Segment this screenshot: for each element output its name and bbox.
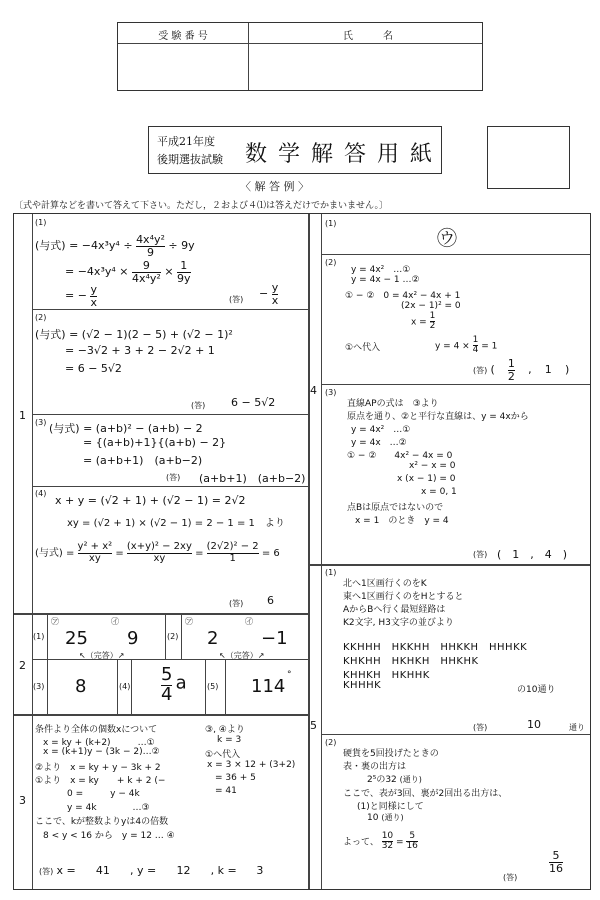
exam-number-label: 受 験 番 号 xyxy=(158,31,208,42)
frac-num: 5 xyxy=(552,849,560,862)
separator: , xyxy=(528,363,532,377)
q4p3-line4: y = 4x …② xyxy=(351,438,407,448)
frac-num: (x+y)² − 2xy xyxy=(126,541,192,552)
q3-line3: x = (k+1)y − (3k − 2)…② xyxy=(43,747,160,757)
q1p1-line3-text: = − xyxy=(65,289,87,303)
paren-open: ( xyxy=(490,363,495,377)
q2p1-answer-a[interactable]: 25 xyxy=(65,628,88,649)
frac-num: 1 xyxy=(180,259,188,272)
q4p3-line8: x = 0, 1 xyxy=(421,487,457,497)
q5p2-line1: 硬貨を5回投げたときの xyxy=(343,749,439,759)
frac-num: 10 xyxy=(381,831,394,841)
frac-num: 4x⁴y² xyxy=(136,233,165,246)
frac-den: 4x⁴y² xyxy=(131,271,161,285)
frac-den: 4 xyxy=(161,683,173,705)
q5p2-line3 xyxy=(367,772,422,785)
q5p1-answer[interactable]: 10 xyxy=(527,718,541,731)
frac-den: 9y xyxy=(177,271,191,285)
q5p1-answer-unit: 通り xyxy=(569,723,585,732)
q5-part1 xyxy=(321,566,589,734)
frac-num: 5 xyxy=(409,831,416,841)
answer-mark: (答) xyxy=(473,550,488,559)
frac-den: 2 xyxy=(507,369,515,383)
q5p1-count: の10通り xyxy=(517,685,556,695)
q2p4-var: a xyxy=(175,672,187,694)
q4-part1 xyxy=(321,216,589,254)
q4p2-line1: y = 4x² …① xyxy=(351,265,411,275)
name-label: 氏 名 xyxy=(343,31,393,42)
frac-den: 16 xyxy=(549,861,563,875)
q4-part3 xyxy=(321,386,589,562)
q5-number: 5 xyxy=(310,719,317,732)
q5p2-line7 xyxy=(343,832,418,852)
q5p1-path-row: KHHHK xyxy=(343,680,382,691)
ans-y-label: , y = xyxy=(130,864,157,877)
q1p1-line1-text: (与式) = −4x³y⁴ ÷ xyxy=(35,239,137,253)
q4p3-line3: y = 4x² …① xyxy=(351,425,411,435)
q4p2-line2: y = 4x − 1 …② xyxy=(351,275,420,285)
answer-mark: (答) xyxy=(229,295,244,304)
q3-block xyxy=(31,716,307,890)
exam-title-line1: 平成21年度 xyxy=(157,135,215,148)
part-label: (3) xyxy=(35,418,47,427)
frac-num: 1 xyxy=(507,357,515,370)
frac-num: (2√2)² − 2 xyxy=(206,541,259,552)
part-label: (3) xyxy=(325,388,337,397)
q3-line1: 条件より全体の個数xについて xyxy=(35,725,158,735)
score-box xyxy=(487,126,570,189)
q4p2-line7-tail: = 1 xyxy=(481,341,498,352)
part-label: (2) xyxy=(167,632,179,641)
q5p2-answer[interactable] xyxy=(549,850,563,874)
q5p1-path-row: KHHKH HKHHK xyxy=(343,670,430,681)
q1p2-line2: = −3√2 + 3 + 2 − 2√2 + 1 xyxy=(65,344,215,357)
q1p4-expression xyxy=(35,542,280,564)
frac-den: 1 xyxy=(207,553,259,565)
q4p2-line7 xyxy=(435,336,497,356)
ans-x-label: x = xyxy=(56,864,76,877)
q1p1-line2-text: = −4x³y⁴ × xyxy=(65,265,132,279)
equals-sign: = xyxy=(195,548,204,559)
q5p1-line3: AからBへ行く最短経路は xyxy=(343,605,446,615)
q1p4-answer[interactable]: 6 xyxy=(267,594,274,607)
q1p4-line2: xy = (√2 + 1) × (√2 − 1) = 2 − 1 = 1 より xyxy=(67,518,285,529)
answer-mark: (答) xyxy=(473,366,488,376)
answer-mark: (答) xyxy=(473,723,488,732)
q3-number: 3 xyxy=(19,794,26,807)
q1-part4 xyxy=(31,486,307,612)
q4p3-line9: 点Bは原点ではないので xyxy=(347,503,444,513)
q1p4-result: = 6 xyxy=(261,548,280,559)
frac-den: x xyxy=(90,295,97,309)
unit-label: (通り) xyxy=(399,775,422,784)
q2p2-answer-a[interactable]: 2 xyxy=(207,628,219,649)
exam-title-line2: 後期選抜試験 xyxy=(157,153,223,166)
q4p2-line5 xyxy=(411,312,435,332)
instruction: 〔式や計算などを書いて答えて下さい。ただし，２および４⑴は答えだけでかまいません。〕 xyxy=(14,201,389,211)
exam-number-box xyxy=(117,22,483,91)
q4p2-answer-y: 1 xyxy=(544,363,552,377)
answer-sign: − xyxy=(259,287,269,301)
q5p1-line2: 東へ1区画行くのをHとすると xyxy=(343,592,464,602)
q1p2-answer[interactable]: 6 − 5√2 xyxy=(231,396,276,409)
frac-den: 9 xyxy=(136,246,165,259)
paren-close: ) xyxy=(564,363,570,377)
part-label: (4) xyxy=(35,489,47,498)
q2p4-answer[interactable] xyxy=(161,666,187,705)
q4p2-line5-head: x = xyxy=(411,317,430,328)
q3-right5: = 36 + 5 xyxy=(215,773,256,783)
part-label: (3) xyxy=(33,682,45,691)
q1p4-line1: x + y = (√2 + 1) + (√2 − 1) = 2√2 xyxy=(55,494,246,507)
q5p1-path-row: KKHHH HKKHH HHKKH HHHKK xyxy=(343,642,528,653)
q3-line4: ②より x = ky + y − 3k + 2 xyxy=(35,763,161,773)
q4-part2 xyxy=(321,256,589,384)
q5p2-line6-text: 10 xyxy=(367,813,379,823)
part-label: (1) xyxy=(33,632,45,641)
q3-answer-row xyxy=(39,864,280,877)
q1-number: 1 xyxy=(19,409,26,422)
q4p3-line5: ① − ② 4x² − 4x = 0 xyxy=(347,451,453,461)
frac-num: y xyxy=(90,283,97,296)
equals-sign: = xyxy=(396,837,404,848)
answer-mark: (答) xyxy=(191,401,206,410)
degree-mark: ° xyxy=(287,670,292,680)
name-input[interactable] xyxy=(249,44,481,89)
q1p1-line3 xyxy=(65,284,97,308)
q2-block xyxy=(31,614,307,714)
frac-den: 4 xyxy=(472,345,479,356)
q3-right3: ①へ代入 xyxy=(205,750,241,760)
q1-part2 xyxy=(31,310,307,414)
q5p2-line6 xyxy=(367,812,404,823)
part-label: (4) xyxy=(119,682,131,691)
circle-label-a: ㋐ xyxy=(51,617,59,626)
answer-mark: (答) xyxy=(39,867,54,876)
part-label: (2) xyxy=(35,313,47,322)
frac-num: 9 xyxy=(142,259,150,272)
q1p1-answer[interactable] xyxy=(259,282,278,306)
q5p1-path-row: KHKHH HKHKH HHKHK xyxy=(343,656,479,667)
frac-den: 2 xyxy=(429,321,436,332)
answer-mark: (答) xyxy=(503,873,518,882)
part-label: (2) xyxy=(325,738,337,747)
q5p2-line5: (1)と同様にして xyxy=(357,802,424,812)
equals-sign: = xyxy=(115,548,124,559)
q3-right4: x = 3 × 12 + (3+2) xyxy=(207,760,296,770)
frac-den: xy xyxy=(78,553,113,565)
part-label: (5) xyxy=(207,682,219,691)
q1p1-line2 xyxy=(65,260,191,284)
part-label: (2) xyxy=(325,258,337,267)
q2p2-complete-note: ↖（完答）↗ xyxy=(219,651,265,660)
q4p3-line2: 原点を通り、②と平行な直線は、y = 4xから xyxy=(347,412,529,422)
q4p3-line6: x² − x = 0 xyxy=(409,461,456,471)
part-label: (1) xyxy=(325,568,337,577)
q1p3-answer[interactable]: (a+b+1) (a+b−2) xyxy=(199,472,306,485)
q1-part3 xyxy=(31,414,307,486)
q2p2-answer-b[interactable]: −1 xyxy=(261,628,288,649)
q1p3-line2: = {(a+b)+1}{(a+b) − 2} xyxy=(83,436,227,449)
q1p4-expr-head: (与式) = xyxy=(35,548,78,559)
part-label: (1) xyxy=(325,219,337,228)
q3-answer-x[interactable]: 41 xyxy=(95,864,110,877)
answer-mark: (答) xyxy=(229,599,244,608)
q3-right6: = 41 xyxy=(215,786,237,796)
q4p2-answer[interactable] xyxy=(473,358,569,382)
q5p2-line4: ここで、表が3回、裏が2回出る出方は、 xyxy=(343,789,508,799)
q5p2-line7-text: よって、 xyxy=(343,837,379,848)
q4p1-answer[interactable]: ㋒ xyxy=(437,226,457,250)
frac-den: 16 xyxy=(406,841,418,852)
q5p2-line2: 表・裏の出方は xyxy=(343,762,407,772)
circle-label-i: ㋑ xyxy=(245,617,253,626)
frac-den: x xyxy=(271,293,279,307)
q3-line2: x = ky + (k+2) …① xyxy=(43,738,155,748)
sheet-title: 数 学 解 答 用 紙 xyxy=(245,142,434,167)
q4p2-line6: ①へ代入 xyxy=(345,343,381,353)
q2p5-answer[interactable]: 114 xyxy=(251,676,286,697)
exam-number-input[interactable] xyxy=(119,44,247,89)
q3-right1: ③, ④より xyxy=(205,725,245,735)
q4p2-line3: ① − ② 0 = 4x² − 4x + 1 xyxy=(345,291,461,301)
q3-line8: ここで、kが整数よりyは4の倍数 xyxy=(35,817,169,827)
q5p2-line3-text: 2⁵の32 xyxy=(367,775,397,785)
q1p2-line1: (与式) = (√2 − 1)(2 − 5) + (√2 − 1)² xyxy=(35,328,233,341)
frac-num: y² + x² xyxy=(77,541,113,552)
ans-k-label: , k = xyxy=(210,864,237,877)
q5p1-line1: 北へ1区画行くのをK xyxy=(343,579,427,589)
answer-mark: (答) xyxy=(166,473,181,482)
q3-line6: 0 = y − 4k xyxy=(67,789,140,799)
q4p3-line1: 直線APの式は ③より xyxy=(347,399,439,409)
q4p3-line7: x (x − 1) = 0 xyxy=(397,474,456,484)
part-label: (1) xyxy=(35,218,47,227)
q1-part1 xyxy=(31,216,307,310)
q5-part2 xyxy=(321,736,589,888)
frac-num: 5 xyxy=(161,664,173,685)
times-sign: × xyxy=(164,265,174,279)
q2p3-answer[interactable]: 8 xyxy=(75,676,87,697)
frac-num: y xyxy=(271,281,279,294)
circle-label-i: ㋑ xyxy=(111,617,119,626)
q2p1-complete-note: ↖（完答）↗ xyxy=(79,651,125,660)
q3-line5: ①より x = ky + k + 2 (− xyxy=(35,776,166,786)
circle-label-a: ㋐ xyxy=(185,617,193,626)
q4p3-answer[interactable]: ( 1 , 4 ) xyxy=(497,548,568,561)
q1p1-line1 xyxy=(35,234,195,258)
q3-line7: y = 4k …③ xyxy=(67,803,150,813)
q1p3-line1: (与式) = (a+b)² − (a+b) − 2 xyxy=(49,422,203,435)
q2p1-answer-b[interactable]: 9 xyxy=(127,628,139,649)
q3-right2: k = 3 xyxy=(217,735,242,745)
q2-number: 2 xyxy=(19,659,26,672)
frac-num: 1 xyxy=(429,311,436,321)
frac-den: 32 xyxy=(381,841,394,852)
q3-line9: 8 < y < 16 から y = 12 … ④ xyxy=(43,831,175,841)
q1p2-line3: = 6 − 5√2 xyxy=(65,362,122,375)
q1p1-line1-tail: ÷ 9y xyxy=(168,239,195,253)
q3-answer-k[interactable]: 3 xyxy=(256,864,264,877)
frac-den: xy xyxy=(127,553,192,565)
unit-label: (通り) xyxy=(381,813,404,822)
subtitle: 〈 解 答 例 〉 xyxy=(240,180,309,193)
q5p1-line4: K2文字, H3文字の並びより xyxy=(343,618,454,628)
frac-num: 1 xyxy=(472,335,479,345)
q4p2-line4: (2x − 1)² = 0 xyxy=(401,301,461,311)
q3-answer-y[interactable]: 12 xyxy=(176,864,191,877)
title-box xyxy=(148,126,442,174)
q4-number: 4 xyxy=(310,384,317,397)
q4p2-line7-head: y = 4 × xyxy=(435,341,473,352)
q1p3-line3: = (a+b+1) (a+b−2) xyxy=(83,454,203,467)
q4p3-line10: x = 1 のとき y = 4 xyxy=(355,516,449,526)
